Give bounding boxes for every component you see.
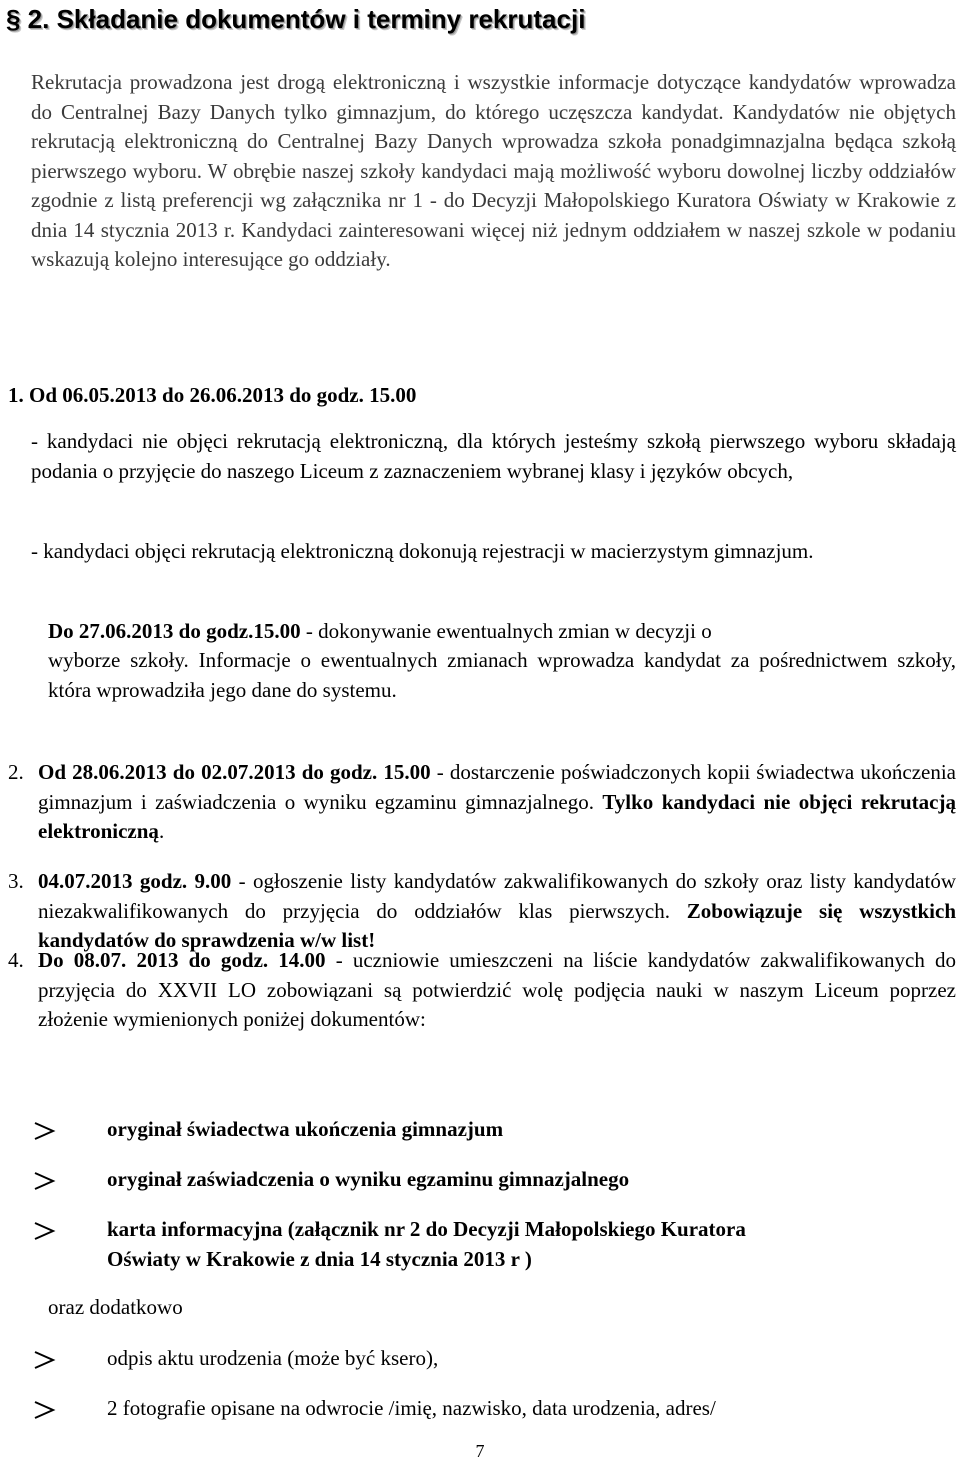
item1-deadline-line [48, 617, 956, 647]
arrow-bullet-icon [32, 1220, 56, 1242]
item4-number: 4. [8, 948, 24, 972]
arrow-bullet-icon [32, 1120, 56, 1142]
item3-date: 04.07.2013 godz. 9.00 [38, 869, 232, 893]
bullet-item-exam-result: oryginał zaświadczenia o wyniku egzaminu gimnazjalnego [107, 1167, 630, 1191]
intro-paragraph: Rekrutacja prowadzona jest drogą elektroniczną i wszystkie informacje dotyczące kandydatów wprowadza do Centralnej Bazy Danych tylko gimnazjum, do którego uczęszcza kandydat. Kandydatów nie objętych rekrutacją elektroniczną do Centralnej Bazy Danych wprowadza szkoła ponadgimnazjalna będąca szkołą pierwszego wyboru. W obrębie naszej szkoły kandydaci mają możliwość wyboru dowolnej liczby oddziałów zgodnie z listą preferencji wg załącznika nr 1 - do Decyzji Małopolskiego Kuratora Oświaty w Krakowie z dnia 14 stycznia 2013 r. Kandydaci zainteresowani więcej niż jednym oddziałem w naszej szkole w podaniu wskazują kolejno interesujące go oddziały. [31, 70, 956, 271]
item2-text: - dostarczenie poświadczonych kopii świadectwa ukończenia gimnazjum i zaświadczenia o wyniku egzaminu gimnazjalnego. [38, 760, 956, 814]
item2-emphasis: Tylko kandydaci nie objęci rekrutacją elektroniczną [38, 789, 956, 843]
section-heading: § 2. Składanie dokumentów i terminy rekrutacji [6, 4, 586, 34]
item1-heading [8, 381, 416, 411]
item1-number: 1. [8, 383, 24, 407]
item1-date: Od 06.05.2013 do 26.06.2013 do godz. 15.00 [29, 383, 417, 407]
item1-deadline-continued: wyborze szkoły. Informacje o ewentualnych zmianach wprowadza kandydat za pośrednictwem szkoły, która wprowadziła jego dane do systemu. [48, 648, 956, 702]
bullet-item-info-card-continued: Oświaty w Krakowie z dnia 14 stycznia 2013 r ) [107, 1247, 532, 1271]
arrow-bullet-icon [32, 1170, 56, 1192]
item3-text: - ogłoszenie listy kandydatów zakwalifikowanych do szkoły oraz listy kandydatów niezakwalifikowanych do przyjęcia do oddziałów klas pierwszych. [38, 869, 957, 923]
item2-paragraph [38, 758, 956, 847]
item1-dash-paragraph-1: - kandydaci nie objęci rekrutacją elektroniczną, dla których jesteśmy szkołą pierwszego wyboru składają podania o przyjęcie do naszego Liceum z zaznaczeniem wybranej klasy i języków obcych, [31, 429, 956, 483]
arrow-bullet-icon [32, 1349, 56, 1371]
item2-number: 2. [8, 760, 24, 784]
item4-paragraph [38, 946, 956, 1035]
item3-number: 3. [8, 869, 24, 893]
item3-emphasis: Zobowiązuje się wszystkich kandydatów do sprawdzenia w/w list! [38, 898, 956, 952]
bullet-item-birth-certificate: odpis aktu urodzenia (może być ksero), [107, 1346, 439, 1370]
bullet-item-photos: 2 fotografie opisane na odwrocie /imię, nazwisko, data urodzenia, adres/ [107, 1396, 716, 1420]
item1-deadline-date: Do 27.06.2013 do godz.15.00 [48, 619, 301, 643]
item4-date: Do 08.07. 2013 do godz. 14.00 [38, 948, 326, 972]
bullet-item-certificate: oryginał świadectwa ukończenia gimnazjum [107, 1117, 504, 1141]
page-number: 7 [475, 1441, 485, 1461]
arrow-bullet-icon [32, 1399, 56, 1421]
item4-text: - uczniowie umieszczeni na liście kandydatów zakwalifikowanych do przyjęcia do XXVII LO zobowiązani są potwierdzić wolę podjęcia nauki w naszym Liceum poprzez złożenie wymienionych poniżej dokumentów: [38, 948, 956, 1031]
item1-deadline-text: - dokonywanie ewentualnych zmian w decyzji o [300, 619, 712, 643]
additional-label: oraz dodatkowo [48, 1295, 183, 1319]
item1-dash-paragraph-2: - kandydaci objęci rekrutacją elektroniczną dokonują rejestracji w macierzystym gimnazjum. [31, 539, 814, 563]
item3-paragraph [38, 867, 956, 956]
item2-date: Od 28.06.2013 do 02.07.2013 do godz. 15.00 [38, 760, 431, 784]
item2-tail: . [158, 819, 165, 843]
bullet-item-info-card: karta informacyjna (załącznik nr 2 do Decyzji Małopolskiego Kuratora [107, 1217, 746, 1241]
